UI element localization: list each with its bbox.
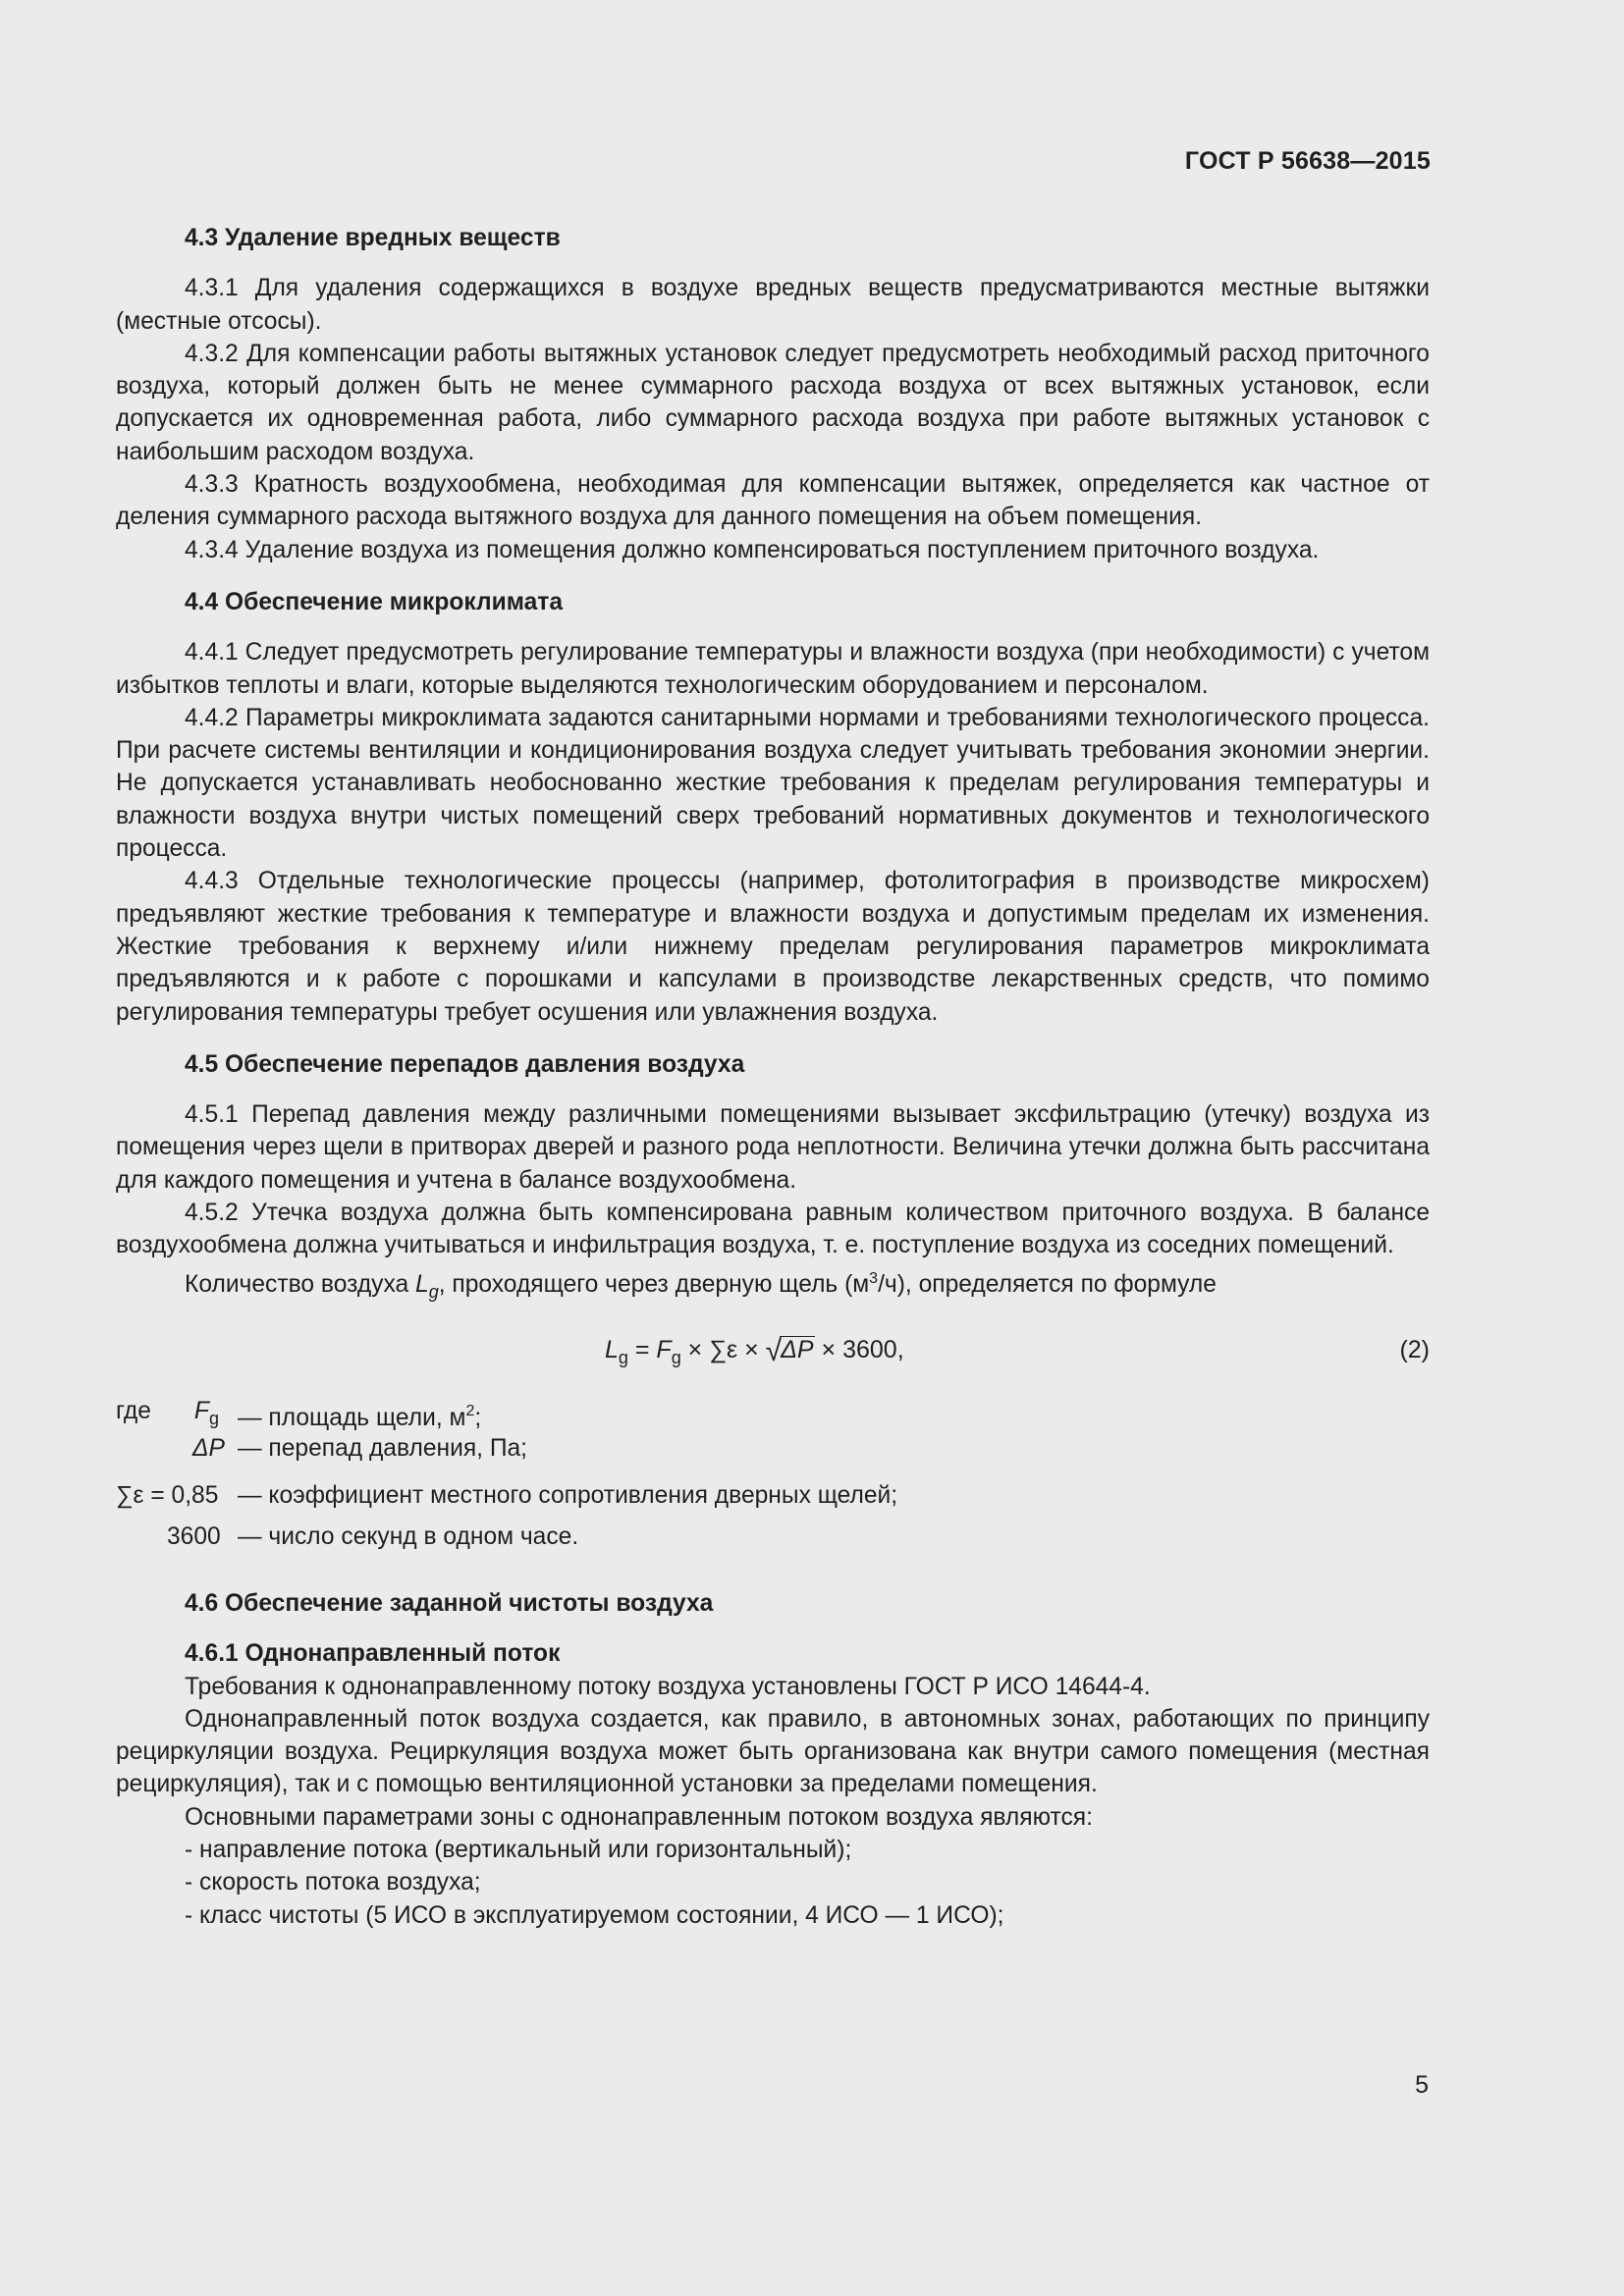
page-number: 5 — [1415, 2071, 1429, 2099]
paragraph-4-3-2: 4.3.2 Для компенсации работы вытяжных установок следует предусмотреть необходимый расход приточного воздуха, который должен быть не менее суммарного расхода воздуха от всех вытяжных установок, если допускается их одновременная работа, либо суммарного расхода воздуха при работе вытяжных установок с наибольшим расходом воздуха. — [116, 340, 1430, 465]
list-item: - направление потока (вертикальный или горизонтальный); — [185, 1837, 852, 1864]
standard-code: ГОСТ Р 56638—2015 — [1184, 147, 1431, 175]
paragraph-4-4-1: 4.4.1 Следует предусмотреть регулирование температуры и влажности воздуха (при необходимости) с учетом избытков теплоты и влаги, которые выделяются технологическим оборудованием и персоналом. — [116, 639, 1430, 699]
section-heading-4-4: 4.4 Обеспечение микроклимата — [185, 588, 564, 615]
list-item: - класс чистоты (5 ИСО в эксплуатируемом состоянии, 4 ИСО — 1 ИСО); — [185, 1901, 1004, 1929]
section-heading-4-6: 4.6 Обеспечение заданной чистоты воздуха — [185, 1590, 714, 1617]
section-heading-4-5: 4.5 Обеспечение перепадов давления воздуха — [185, 1050, 745, 1078]
paragraph-4-3-3: 4.3.3 Кратность воздухообмена, необходимая для компенсации вытяжек, определяется как частное от деления суммарного расхода вытяжного воздуха для данного помещения на объем помещения. — [116, 471, 1430, 531]
square-root-sign: √ — [765, 1335, 783, 1367]
paragraph-4-4-3: 4.4.3 Отдельные технологические процессы (например, фотолитография в производстве микросхем) предъявляют жесткие требования к температуре и влажности воздуха и допустимым пределам их изменения. Жесткие требования к верхнему и/или нижнему пределам регулирования параметров микроклимата предъявляются и к работе с порошками и капсулами в производстве лекарственных средств, что помимо регулирования температуры требует осушения или увлажнения воздуха. — [116, 868, 1430, 1026]
paragraph-4-3-1: 4.3.1 Для удаления содержащихся в воздухе вредных веществ предусматриваются местные вытяжки (местные отсосы). — [116, 275, 1430, 335]
legend-row-fg: где $F_g$ — площадь щели, $м^2$; — [116, 1398, 482, 1431]
subsection-heading-4-6-1: 4.6.1 Однонаправленный поток — [185, 1640, 561, 1668]
document-body — [116, 222, 1430, 1932]
list-item: - скорость потока воздуха; — [185, 1869, 481, 1896]
formula-number: (2) — [1399, 1336, 1430, 1363]
section-heading-4-3: 4.3 Удаление вредных веществ — [185, 225, 561, 251]
paragraph-4-5-2: 4.5.2 Утечка воздуха должна быть компенсирована равным количеством приточного воздуха. В балансе воздухообмена должна учитываться и инфильтрация воздуха, т. е. поступление воздуха из соседних помещений. — [116, 1200, 1430, 1259]
paragraph-formula-intro: Количество воздуха $L_g$, проходящего через дверную щель $(м^3/ч)$, определяется по формуле — [185, 1269, 1217, 1302]
formula-expression: $L_g = F_g \times \sum\varepsilon \times √\Delta P \times 3600$, — [605, 1335, 904, 1367]
parameters-list — [116, 1834, 1430, 1932]
paragraph-4-4-2: 4.4.2 Параметры микроклимата задаются санитарными нормами и требованиями технологического процесса. При расчете системы вентиляции и кондиционирования воздуха следует учитывать требования экономии энергии. Не допускается устанавливать необоснованно жесткие требования к пределам регулирования температуры и влажности воздуха внутри чистых помещений сверх требований нормативных документов и технологического процесса. — [116, 704, 1430, 863]
formula-legend: где $F_g$ — площадь щели, $м^2$; ΔP — перепад давления, Па; ∑ε = 0,85 — коэффициент местного сопротивления дверных щелей; 3600 — число секунд в одном часе. — [116, 1395, 1430, 1568]
formula-2 — [116, 1332, 1430, 1371]
legend-row-sum-eps: ∑ε = 0,85 — коэффициент местного сопротивления дверных щелей; — [116, 1482, 898, 1509]
paragraph-4-6-1-a: Требования к однонаправленному потоку воздуха установлены ГОСТ Р ИСО 14644-4. — [185, 1673, 1151, 1700]
paragraph-4-6-1-b: Однонаправленный поток воздуха создается, как правило, в автономных зонах, работающих по принципу рециркуляции воздуха. Рециркуляция воздуха может быть организована как внутри самого помещения (местная рециркуляция), так и с помощью вентиляционной установки за пределами помещения. — [116, 1705, 1430, 1798]
paragraph-4-5-1: 4.5.1 Перепад давления между различными помещениями вызывает эксфильтрацию (утечку) воздуха из помещения через щели в притворах дверей и разного рода неплотности. Величина утечки должна быть рассчитана для каждого помещения и учтена в балансе воздухообмена. — [116, 1101, 1430, 1194]
paragraph-4-6-1-c: Основными параметрами зоны с однонаправленным потоком воздуха являются: — [185, 1803, 1093, 1831]
paragraph-4-3-4: 4.3.4 Удаление воздуха из помещения должно компенсироваться поступлением приточного воздуха. — [185, 536, 1320, 563]
